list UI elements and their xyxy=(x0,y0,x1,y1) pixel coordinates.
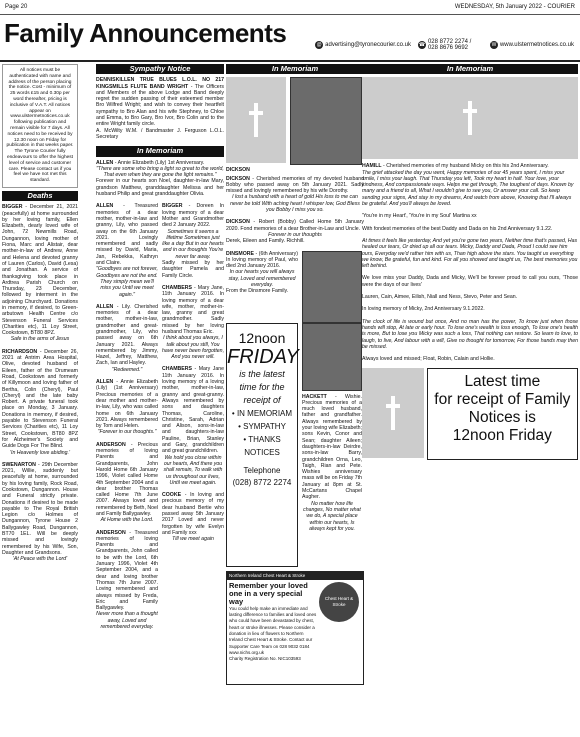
deaths-column xyxy=(2,64,78,734)
entry-text: - The Officers and Members of the above Lodge and Band deeply regret the sudden passing of their esteemed member Bro Wilfred Wright; and wish to convey their heartfelt sympathy to Bro Alan and his wife Stephney, to Chloe and Emma, to Bro Gary, Bro Ivor, Bro Colin and to the entire Wright family circle. xyxy=(96,83,224,128)
envelope-icon: @ xyxy=(316,42,322,48)
advert-phone-label: Telephone xyxy=(243,465,281,475)
deaths-heading: Deaths xyxy=(2,191,78,201)
memoriam-subcol-right xyxy=(162,203,224,636)
latest-line: 12noon Friday xyxy=(452,427,552,445)
entry-name: HAMILL xyxy=(362,163,382,170)
email-text[interactable]: advertising@tyronecourier.co.uk xyxy=(325,42,411,48)
entry-verse: Forever in our thoughts xyxy=(268,231,322,238)
advert-line: • SYMPATHY xyxy=(238,421,286,431)
advert-line: NOTICES xyxy=(244,447,280,457)
entry-verse: 'At Peace with the Lord' xyxy=(12,556,68,563)
latest-row xyxy=(362,368,578,460)
entry-verse: "There are some who bring a light so great to the world, That even when they are gone the light remains." xyxy=(96,165,224,179)
entry-name: ANDERSON xyxy=(96,441,126,448)
latest-time-advert xyxy=(427,368,578,460)
entry-verse: Never more than a thought away, Loved and remembered everyday. xyxy=(96,611,158,631)
entry-name: SWENARTON xyxy=(2,461,36,468)
entry-name: ALLEN xyxy=(96,159,114,166)
entry-verse: 'In Heavenly love abiding.' xyxy=(10,449,70,456)
entry-name: DENNISKILLEN TRUE BLUES L.O.L. NO 217 KINGSMILLS FLUTE BAND WRIGHT xyxy=(96,77,224,90)
memoriam-entry xyxy=(226,251,298,317)
entry-text: Lauren, Cain, Aimee, Eilish, Niall and Ness, Stevo, Peter and Sean. xyxy=(362,294,518,301)
memoriam-entry xyxy=(96,160,224,198)
entry-name: ANDERSON xyxy=(96,529,126,536)
portrait-photo xyxy=(290,77,362,165)
memoriam-entry xyxy=(96,379,158,436)
entry-name: COOKE xyxy=(162,492,182,499)
advert-phone: (028) 8772 2274 xyxy=(232,477,292,487)
entry-name: DINSMORE xyxy=(226,250,254,257)
charity-body: You could help make an immediate and lasting difference to families and loved ones who could have been devastated by chest, heart or stroke illnesses. Please consider a donation in lieu of flowers to Northern Ireland Chest Heart & Stroke. Contact our Supporter Care Team on 028 9032 0184 www.nichs.org.uk xyxy=(229,605,317,655)
entry-verse: At Home with the Lord. xyxy=(100,517,154,524)
entry-text: - December 21, 2021 (peacefully) at home surrounded by her loving family, Ellen Elizabeth, dearly loved wife of John, 72 Newmills Road, Dungannon, loving mother of Fiona, Marc and Alistair, dear mother-in-law of Andrew, Anne and Helena and devoted granny of Lauren (Carlos), David (Lesa) and Jonathan. A service of thanksgiving took place in Ardtrea Parish Church on Thursday, 23 December, followed by interment in the adjoining Churchyard. Donations in memory, if desired, to Green-arbutown Health Centre c/o Stevenson Funeral Services (Charities etc), 11 Loy Street, Cookstown, BT80 8PZ. xyxy=(2,204,78,337)
memoriam-entry xyxy=(96,304,158,373)
entry-verse: I lost a husband with a heart of gold His loss to me can never be told With aching heart I whisper low, God Bless you Bobby I miss you so. xyxy=(230,194,360,214)
latest-line: for receipt of Family xyxy=(434,391,571,409)
entry-name: ALLEN xyxy=(96,303,114,310)
entry-name: DICKSON xyxy=(226,175,250,182)
memoriam-entry xyxy=(162,366,224,486)
advert-line: time for the xyxy=(239,381,285,392)
hackett-block xyxy=(302,323,362,567)
latest-line: Latest time xyxy=(464,373,541,391)
entry-text2: Sadly missed by her daughter Pamela and Family Circle. xyxy=(162,260,224,279)
entry-text: In loving memory of Micky, 2nd Anniversary 9.1.2022. xyxy=(362,306,485,313)
entry-verse: I think about you always, I talk about you still, You have never been forgotten, And you never will. xyxy=(162,335,224,361)
memoriam-two-col xyxy=(96,203,224,636)
entry-text: - Lily. Cherished memories of a dear mother, mother-in-law, grandmother and great-grandmother, Lily, who passed away on 6th January 2021. Always remembered by Jimmy, Hazel, Jeffrey, Matthew, Zach, Ian and Hayley. xyxy=(96,303,158,367)
death-entry xyxy=(2,204,78,343)
memoriam-entry xyxy=(226,176,364,214)
charity-banner: Northern Ireland Chest Heart & Stroke xyxy=(227,572,363,580)
charity-logo: Chest Heart & Stroke xyxy=(319,582,359,622)
latest-line: Notices is xyxy=(468,409,536,427)
notice-terms: All notices must be authenticated with name and address of the person placing the notice. Cost - minimum of 25 words £15 and 0.30p per word thereafter, pricing is inclusive of V.A.T. All notices appear on www.ulstermetnotices.co.uk following publication and remain visible for 7 days. All notices need to be received by 12.30 noon on Friday for publication in that weeks paper. The Tyrone Courier fully endeavours to offer the highest level of service and customer care. Please contact us if you feel we have not met this standard. xyxy=(2,64,78,188)
phone-icon: ☎ xyxy=(418,42,426,48)
entry-text2: From the Dinsmore Family. xyxy=(226,288,289,295)
entry-verse: "Goodbyes are not forever, Goodbyes are not the end. They simply mean we'll miss you Until we meet again." xyxy=(96,266,158,298)
entry-name: ALLEN xyxy=(96,379,114,386)
memoriam-column-right xyxy=(362,64,578,734)
memoriam-heading: In Memoriam xyxy=(362,64,578,74)
cross-icon xyxy=(362,368,424,458)
memoriam-heading: In Memoriam xyxy=(96,146,224,156)
entry-name: HACKETT xyxy=(302,393,327,400)
email-contact[interactable] xyxy=(315,41,411,49)
portrait-photo xyxy=(302,251,362,323)
entry-text: - Cherished memories of my husband Micky on this his 2nd Anniversary. xyxy=(383,163,549,170)
entry-text2: Derek, Eileen and Family. Richhill. xyxy=(226,238,305,245)
entry-name: CHAMBERS xyxy=(162,284,192,291)
entry-name: BIGGER xyxy=(2,204,23,211)
advert-line: • THANKS xyxy=(243,434,281,444)
entry-verse: In our hearts you will always stay, Loved and remembered everyday. xyxy=(228,269,296,289)
entry-text: - Wishie. Precious memories of a much loved husband, father and grandfather. Always remembered by your loving wife Elizabeth; sons Kevin, Conor and Sean; daughter Aileen; daughters-in-law Deirdre, sons-in-law Barry, grandchildren Orna, Leo, Taigh, Rian and Pete. Wishies anniversary mass will be on Friday 7th January at 8pm at St. McCartans Chapel Augher. xyxy=(302,393,362,501)
entry-verse: "Redeemed." xyxy=(111,366,143,373)
memoriam-entry xyxy=(302,394,362,533)
advert-line: is the latest xyxy=(239,368,285,379)
entry-text: - Cherished memories of my devoted husband Bobby who passed away on 5th January 2021. Sadly missed and lovingly remembered by his wife Dorothy. xyxy=(226,175,364,195)
advert-line: • IN MEMORIAM xyxy=(231,408,293,418)
entry-text: - Doreen In loving memory of a dear Mother and Grandmother died 2 January 2022. xyxy=(162,203,224,229)
entry-verse: We hold you close within our hearts, And there you shall remain, To walk with us throughout our lives, Until we meet again. xyxy=(163,454,223,486)
memoriam-heading: In Memoriam xyxy=(226,64,364,74)
dickson-block xyxy=(226,77,364,165)
entry-name: RICHARDSON xyxy=(2,348,38,355)
entry-text: - 29th December 2021, Willie, suddenly but peacefully at home, surrounded by his loving family, Rock Road, Cookstown, Dungannon. House and Funeral strictly private. Donations if desired to be made payable to The Royal British Legion c/o Holmes of Dungannon, Tyrone House 2 Ballygawley Road, Dungannon, BT70 1EL. Will be deeply missed and lovingly remembered by his Wife, Son, Daughter and Grandsons. xyxy=(2,461,78,556)
entry-text: - Precious memories of loving Parents and Grandparents, John Harold Home 6th January 1996, Violet called Home 4th September 2004 and a dear brother Thomas called Home 7th June 2007. Always loved and remembered by Beth, Noel and Family Ballygawley. xyxy=(96,441,158,517)
memoriam-entry xyxy=(96,442,158,524)
entry-text: Always loved and missed; Float, Robin, Calain and Hollie. xyxy=(362,356,495,363)
entry-name: ALLEN xyxy=(96,203,114,210)
memoriam-entry xyxy=(96,203,158,297)
entry-text2: Forever in our hearts son Noel, daughter-in-law Mary, grandson Matthew, granddaughter Melissa and her husband Philip and great granddaughter Olivia. xyxy=(96,178,224,198)
page-title: Family Announcements xyxy=(4,18,287,48)
globe-icon: W xyxy=(491,42,497,48)
entry-signature: A. McWilty W.M. / Bandmaster J. Ferguson L.O.L. Secretary xyxy=(96,127,224,140)
entry-text: - Robert (Bobby) Called Home 5th January 2020. Fond memories of a dear Brother-in-Law and Uncle. xyxy=(226,219,364,232)
phone-contact xyxy=(418,39,483,51)
memoriam-column-middle xyxy=(226,64,364,734)
cross-icon xyxy=(362,77,578,159)
death-entry xyxy=(2,349,78,456)
entry-text: - Treasured memories of loving Parents and Grandparents, John called to be with the Lord, 6th January 1996, Violet 4th September 2004, and a dear and loving brother Thomas 7th June 2007. Loving remembered and always missed by Freda, Eric and Family Ballygawley. xyxy=(96,529,158,612)
advert-line: 12noon xyxy=(238,329,286,346)
photo-caption: DICKSON xyxy=(226,167,250,174)
entry-verse: Till we meet again xyxy=(172,536,214,543)
charity-footer: Charity Registration No. NIC103593 xyxy=(229,656,301,662)
date-line: WEDNESDAY, 5th January 2022 - COURIER xyxy=(454,4,575,10)
memoriam-entry xyxy=(96,530,158,631)
entry-text: - (6th Anniversary) In loving memory of Paul, who died 2nd January 2016. xyxy=(226,250,298,270)
memoriam-entry xyxy=(362,163,578,207)
memoriam-entry xyxy=(162,492,224,542)
contact-bar xyxy=(315,39,574,51)
web-contact[interactable] xyxy=(490,41,574,49)
entry-text: With fondest memories of the best Daddy and Dada on his 2nd Anniversary 9.1.22. xyxy=(362,225,553,232)
web-text[interactable]: www.ulstermetnotices.co.uk xyxy=(499,42,574,48)
entry-name: DICKSON xyxy=(226,219,250,226)
memoriam-entry xyxy=(226,219,364,244)
entry-verse: No matter how life changes, No matter what we do, A special place within our hearts, Is always kept for you. xyxy=(303,500,361,532)
entry-name: BIGGER xyxy=(162,203,183,210)
sympathy-heading: Sympathy Notice xyxy=(96,64,224,74)
entry-verse: Safe in the arms of Jesus xyxy=(10,336,70,343)
charity-advert xyxy=(226,571,364,685)
entry-text: - Mary Jane, 11th January 2016. In loving memory of a dear wife, mother, mother-in-law, granny and great grandmother. Sadly missed by her loving husband Thomas Eric. xyxy=(162,284,224,335)
entry-text: - Mary Jane 11th January 2016. In loving memory of a loving mother, mother-in-law, granny and great-granny. Always remembered by sons and daughters Thomas, Caroline, Christine, Sarah, Adrian and Alison, sons-in-law and daughters-in-law Pauline, Brian, Stanley and Gary, grandchildren and great grandchildren. xyxy=(162,366,224,455)
entry-text: - Annie Elizabeth (Lily) (1st Anniversary) Precious memories of a dear mother and mother-in-law, Lily, who was called home on 6th January 2021. Always remembered by Tom and Helen. xyxy=(96,379,158,430)
entry-name: CHAMBERS xyxy=(162,366,192,373)
masthead xyxy=(0,15,580,62)
entry-text: We love miss your Daddy, Dada and Micky, We'll be forever proud to call you ours, 'Those were the days of our lives' xyxy=(362,275,578,288)
memoriam-entry xyxy=(162,203,224,279)
dinsmore-block xyxy=(226,251,364,323)
memoriam-subcol-left xyxy=(96,203,158,636)
death-entry xyxy=(2,462,78,563)
advert-line: FRIDAY xyxy=(227,345,299,368)
entry-verse: "Forever in our thoughts." xyxy=(97,429,157,436)
portrait-photo xyxy=(302,323,362,391)
entry-text: - Treasured memories of a dear mother, mother-in-law and granny, Lily, who passed away on the 6th January 2021. Lovingly remembered and sadly missed by David, Maria, Jan, Rebekka, Kathryn and Claire. xyxy=(96,203,158,267)
entry-verse: The grief attacked the day you went, Happy memories of our 45 years spent, I miss your smile, I miss your laugh. That Thursday you left, Took my heart in half. Your love, your kindness, And compassionate ways. Helps me get through, The toughest of days. Known by many and a friend to all, What I wouldn't give to see you, Or answer your call. So keep sending your signs, And stay in my dreams, And watch from above, Knowing that I'll always be grateful. And you'll always be loved. xyxy=(362,169,574,208)
charity-headline: Remember your loved one in a very special way xyxy=(229,580,308,606)
sympathy-entry xyxy=(96,77,224,140)
advert-row xyxy=(226,323,364,567)
entry-verse: At times it feels like yesterday, And yet you're gone two years, Neither time that's passed, Has healed our tears, Or dried up all our tears. Micky, Daddy and Dada, Proud I could see him ours, Everyday we'd rather him with us, Than high above the stars. You taught us everything we know, Be grateful, fun and kind. For all you showed and taught us, The best memories you left behind. xyxy=(362,237,578,270)
cross-icon xyxy=(226,77,286,163)
entry-text: 'You're in my Heart', 'You're in my Soul' Martina xx xyxy=(362,213,477,220)
entry-verse: Sometimes it seems a lifetime Sometimes just like a day But in our hearts and in our thoughts You're never far away. xyxy=(162,228,224,260)
advert-line: receipt of xyxy=(243,394,281,405)
phone-text: 028 8772 2274 / 028 8676 9692 xyxy=(427,39,472,51)
entry-text: - Annie Elizabeth (Lily) 1st Anniversary. xyxy=(114,159,205,166)
entry-text: - December 26, 2021 at Antrim Area Hospital, Olive, devoted husband of Eileen, father of the Drumeam Road, Cookstown and formerly of Killymoon and loving father of Bertha, Colin (Cheryl), Paul (Cheryl) and the late baby Robert. A private funeral took place on Monday, 3 January. Donations in memory, if desired, payable to Stevenson Funeral Services (Charities etc), 11 Loy Street, Cookstown, BT80 8PZ for Alzheimer's Society and Guide Dogs For The Blind. xyxy=(2,348,78,450)
sympathy-memoriam-column xyxy=(96,64,224,734)
page-number: Page 20 xyxy=(5,4,28,10)
entry-text: - In loving and precious memory of my dear husband Bertie who passed away 5th January 2017 Loved and never forgotten by wife Evelyn and Family xxx xyxy=(162,492,224,536)
entry-verse: The clock of life is wound but once, And no man has the power, To know just when those hands will stop, At late or early hour. To lose one's wealth is loss enough, To lose one's health is more, But to lose you Micky was such a loss, That nothing can restore. So learn to love, to laugh, to live, And labour with a will, Give no thought for tomorrow, For those hands may then be missed. xyxy=(362,318,578,350)
deadline-advert xyxy=(226,323,298,567)
page-header-bar xyxy=(0,0,580,15)
memoriam-entry xyxy=(162,285,224,361)
